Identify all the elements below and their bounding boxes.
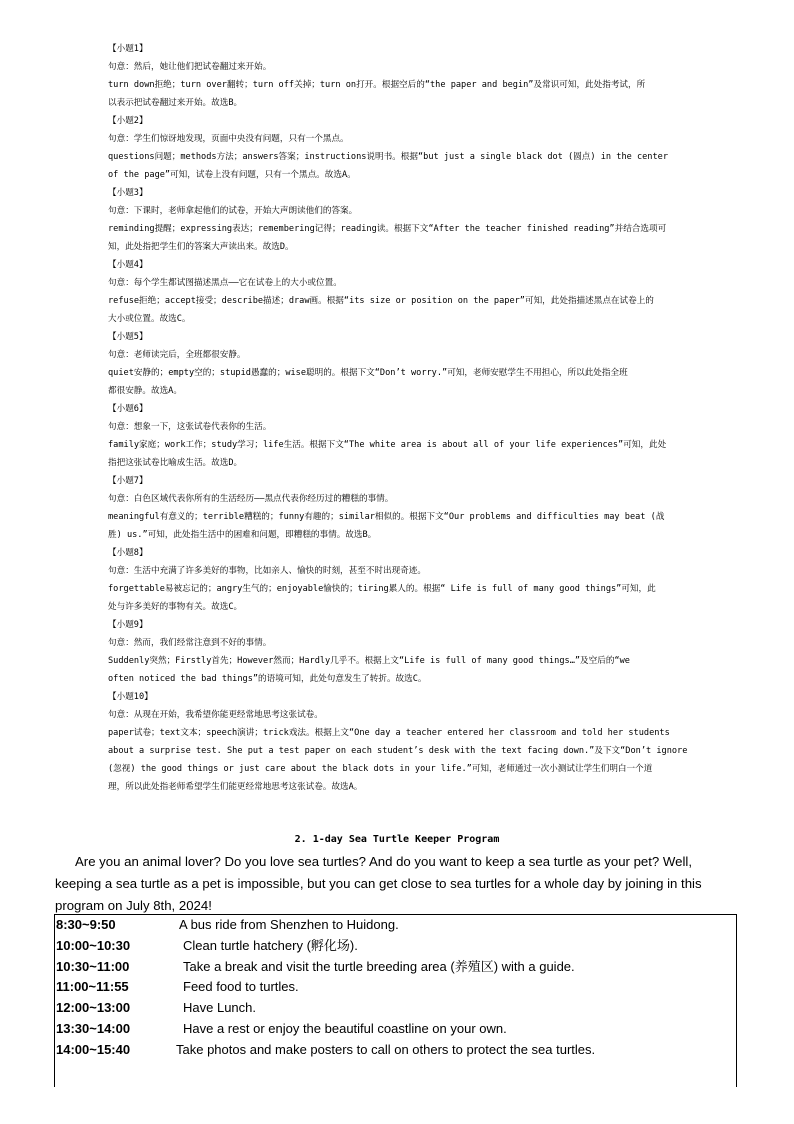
question-number-label: 【小题8】 [108,548,148,558]
explanation-line: often noticed the bad things”的语境可知，此处句意发生了转折。故选C。 [108,674,427,684]
intro-paragraph [55,851,740,917]
explanation-line: paper试卷；text文本；speech演讲；trick戏法。根据上文“One day a teacher entered her classroom and told her students [108,728,670,738]
schedule-row [55,936,736,957]
explanation-line: 句意：学生们惊讶地发现，页面中央没有问题，只有一个黑点。 [108,134,349,144]
schedule-table [54,914,737,1087]
schedule-time: 8:30~9:50 [56,917,116,932]
question-number-label: 【小题1】 [108,44,148,54]
question-number-label: 【小题5】 [108,332,148,342]
schedule-time: 13:30~14:00 [56,1020,131,1036]
explanation-line: 句意：老师读完后，全班都很安静。 [108,350,246,360]
schedule-time: 10:00~10:30 [56,937,131,953]
explanation-line: Suddenly突然；Firstly首先；However然而；Hardly几乎不。根据上文“Life is full of many good things…”及空后的“we [108,656,630,666]
schedule-row [55,957,736,978]
explanation-line: 以表示把试卷翻过来开始。故选B。 [108,98,243,108]
explanation-line: 都很安静。故选A。 [108,386,182,396]
schedule-row [55,998,736,1019]
intro-text: Are you an animal lover? Do you love sea turtles? And do you want to keep a sea turtle as your pet? Well, keeping a sea turtle as a pet is impossible, but you can get close to sea turtles for a whole day by joining in this program on July 8th, 2024! [55,854,702,913]
explanation-line: 指把这张试卷比喻成生活。故选D。 [108,458,243,468]
question-number-label: 【小题3】 [108,188,148,198]
schedule-row [55,915,736,936]
answer-explanations [108,40,728,796]
schedule-time: 14:00~15:40 [56,1041,131,1057]
explanation-line: 大小或位置。故选C。 [108,314,191,324]
explanation-line: 句意：从现在开始，我希望你能更经常地思考这张试卷。 [108,710,323,720]
explanation-line: 理，所以此处指老师希望学生们能更经常地思考这张试卷。故选A。 [108,782,363,792]
explanation-line: 句意：然后，她让他们把试卷翻过来开始。 [108,62,272,72]
explanation-line: meaningful有意义的；terrible糟糕的；funny有趣的；similar相似的。根据下文“Our problems and difficulties may beat (战 [108,512,665,522]
explanation-line: 句意：生活中充满了许多美好的事物，比如亲人、愉快的时刻，甚至不时出现奇迹。 [108,566,426,576]
question-number-label: 【小题9】 [108,620,148,630]
explanation-line: quiet安静的；empty空的；stupid愚蠢的；wise聪明的。根据下文“Don’t worry.”可知，老师安慰学生不用担心，所以此处指全班 [108,368,628,378]
schedule-row [55,1040,736,1061]
explanation-line: 句意：白色区域代表你所有的生活经历——黑点代表你经历过的糟糕的事情。 [108,494,394,504]
schedule-activity: Take a break and visit the turtle breeding area (养殖区) with a guide. [183,958,575,974]
schedule-row [55,977,736,998]
explanation-line: refuse拒绝；accept接受；describe描述；draw画。根据“its size or position on the paper”可知，此处指描述黑点在试卷上的 [108,296,654,306]
schedule-activity: Feed food to turtles. [183,979,299,995]
explanation-line: turn down拒绝；turn over翻转；turn off关掉；turn on打开。根据空后的“the paper and begin”及常识可知，此处指考试，所 [108,80,646,90]
question-number-label: 【小题7】 [108,476,148,486]
section-title: 2. 1-day Sea Turtle Keeper Program [294,834,500,845]
explanation-line: 句意：然而，我们经常注意到不好的事情。 [108,638,272,648]
explanation-line: 知，此处指把学生们的答案大声读出来。故选D。 [108,242,294,252]
explanation-line: 句意：下课时，老师拿起他们的试卷，开始大声朗读他们的答案。 [108,206,358,216]
explanation-line: 句意：每个学生都试图描述黑点——它在试卷上的大小或位置。 [108,278,342,288]
explanation-line: (忽视) the good things or just care about the black dots in your life.”可知，老师通过一次小测试让学生们明白一个道 [108,764,653,774]
explanation-line: of the page”可知，试卷上没有问题，只有一个黑点。故选A。 [108,170,356,180]
schedule-activity: A bus ride from Shenzhen to Huidong. [179,917,399,932]
question-number-label: 【小题4】 [108,260,148,270]
explanation-line: about a surprise test. She put a test paper on each student’s desk with the text facing down.”及下文“Don’t ignore [108,746,688,756]
schedule-activity: Take photos and make posters to call on others to protect the sea turtles. [176,1041,596,1057]
schedule-activity: Clean turtle hatchery (孵化场). [183,937,358,953]
schedule-row [55,1019,736,1040]
explanation-line: forgettable易被忘记的；angry生气的；enjoyable愉快的；tiring累人的。根据“ Life is full of many good things”可知，此 [108,584,656,594]
question-number-label: 【小题2】 [108,116,148,126]
schedule-activity: Have a rest or enjoy the beautiful coastline on your own. [183,1020,507,1036]
schedule-activity: Have Lunch. [183,1000,256,1016]
explanation-line: reminding提醒；expressing表达；remembering记得；reading读。根据下文“After the teacher finished reading”并结合选项可 [108,224,667,234]
explanation-line: questions问题；methods方法；answers答案；instructions说明书。根据“but just a single black dot (圆点) in the center [108,152,669,162]
schedule-time: 10:30~11:00 [56,958,130,974]
explanation-line: 句意：想象一下，这张试卷代表你的生活。 [108,422,272,432]
schedule-time: 12:00~13:00 [56,1000,131,1016]
question-number-label: 【小题6】 [108,404,148,414]
explanation-line: 处与许多美好的事物有关。故选C。 [108,602,243,612]
question-number-label: 【小题10】 [108,692,153,702]
schedule-time: 11:00~11:55 [56,979,129,995]
explanation-line: 胜) us.”可知，此处指生活中的困难和问题，即糟糕的事情。故选B。 [108,530,377,540]
explanation-line: family家庭；work工作；study学习；life生活。根据下文“The white area is about all of your life experiences”可知，此处 [108,440,667,450]
